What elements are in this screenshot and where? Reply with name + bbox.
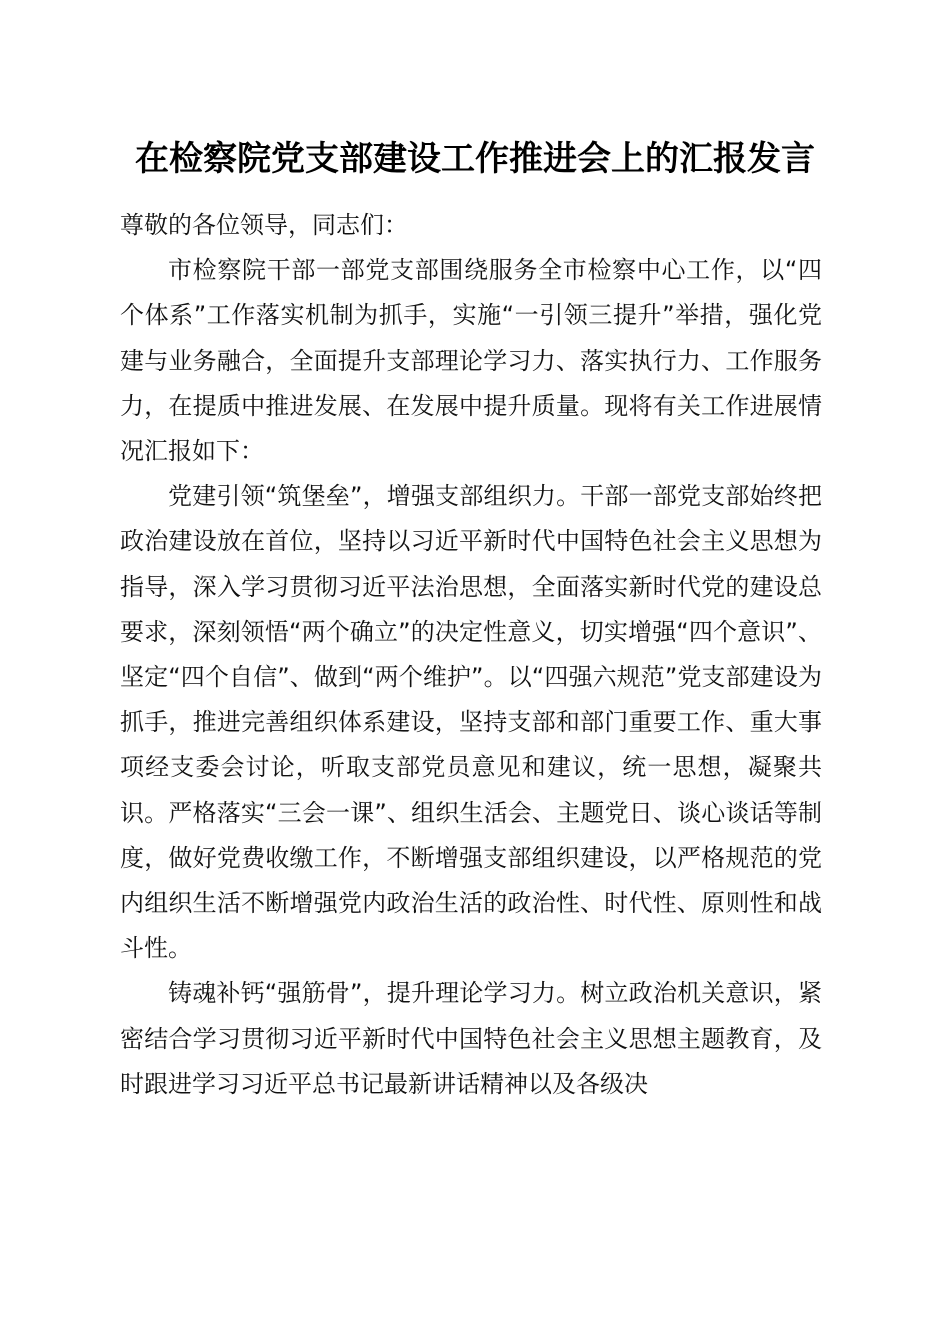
paragraph-party-building: 党建引领“筑堡垒”，增强支部组织力。干部一部党支部始终把政治建设放在首位，坚持以习近平新时代中国特色社会主义思想为指导，深入学习贯彻习近平法治思想，全面落实新时代党的建设总要求，深刻领悟“两个确立”的决定性意义，切实增强“四个意识”、坚定“四个自信”、做到“两个维护”。以“四强六规范”党支部建设为抓手，推进完善组织体系建设，坚持支部和部门重要工作、重大事项经支委会讨论，听取支部党员意见和建议，统一思想，凝聚共识。严格落实“三会一课”、组织生活会、主题党日、谈心谈话等制度，做好党费收缴工作，不断增强支部组织建设，以严格规范的党内组织生活不断增强党内政治生活的政治性、时代性、原则性和战斗性。 [120,482,822,963]
paragraph-intro: 市检察院干部一部党支部围绕服务全市检察中心工作，以“四个体系”工作落实机制为抓手，实施“一引领三提升”举措，强化党建与业务融合，全面提升支部理论学习力、落实执行力、工作服务力，在提质中推进发展、在发展中提升质量。现将有关工作进展情况汇报如下： [120,256,822,466]
document-body [120,203,822,1107]
salutation: 尊敬的各位领导，同志们： [120,211,408,239]
document-title: 在检察院党支部建设工作推进会上的汇报发言 [135,139,815,179]
paragraph-theory-study: 铸魂补钙“强筋骨”，提升理论学习力。树立政治机关意识，紧密结合学习贯彻习近平新时代中国特色社会主义思想主题教育，及时跟进学习习近平总书记最新讲话精神以及各级决 [120,979,822,1098]
